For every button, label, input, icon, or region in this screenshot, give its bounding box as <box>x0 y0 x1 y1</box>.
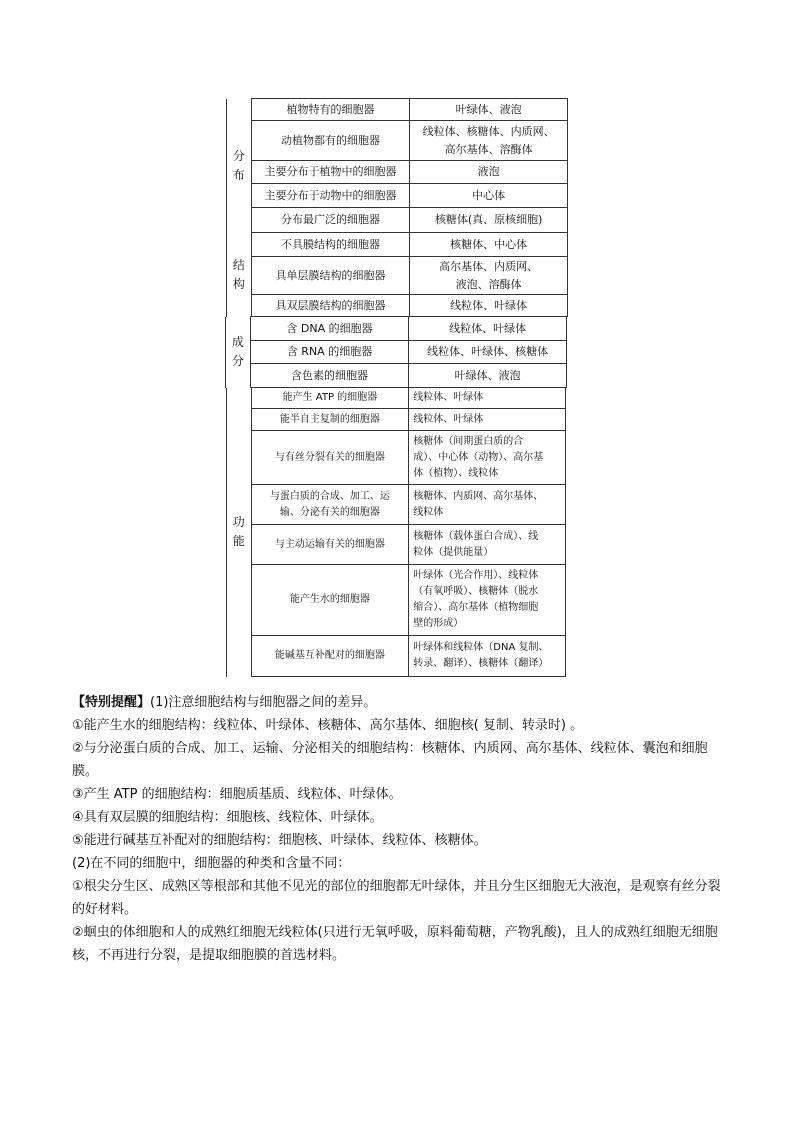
reminder-item: ②与分泌蛋白质的合成、加工、运输、分泌相关的细胞结构：核糖体、内质网、高尔基体、线粒体、囊泡和细胞膜。 <box>72 741 708 779</box>
value-cell: 线粒体、核糖体、内质网、 高尔基体、溶酶体 <box>410 121 568 161</box>
feature-cell: 与蛋白质的合成、加工、运 输、分泌有关的细胞器 <box>251 485 409 525</box>
table-row <box>226 341 567 364</box>
table-row <box>227 161 568 184</box>
table-row <box>227 99 568 121</box>
feature-cell: 主要分布于植物中的细胞器 <box>251 161 410 184</box>
special-reminder-section <box>72 691 732 967</box>
table-row <box>227 388 566 409</box>
table-row <box>226 317 567 341</box>
feature-cell: 能产生 ATP 的细胞器 <box>251 388 409 409</box>
value-cell: 核糖体（载体蛋白合成）、线 粒体（提供能量） <box>409 525 566 565</box>
composition-table <box>225 316 567 388</box>
value-cell: 液泡 <box>410 161 568 184</box>
value-cell: 高尔基体、内质网、 液泡、溶酶体 <box>410 257 568 295</box>
reminder-item: ③产生 ATP 的细胞结构：细胞质基质、线粒体、叶绿体。 <box>72 787 402 802</box>
table-row <box>227 184 568 208</box>
value-cell: 核糖体(真、原核细胞) <box>410 208 568 233</box>
category-cell: 结 构 <box>227 233 252 317</box>
value-cell: 线粒体、叶绿体、核糖体 <box>409 341 567 364</box>
value-cell: 核糖体（间期蛋白质的合 成）、中心体（动物）、高尔基 体（植物）、线粒体 <box>409 431 566 485</box>
category-cell: 成 分 <box>226 317 251 388</box>
feature-cell: 能碱基互补配对的细胞器 <box>251 636 409 677</box>
function-table <box>226 387 566 677</box>
value-cell: 中心体 <box>410 184 568 208</box>
table-row <box>227 525 566 565</box>
value-cell: 线粒体、叶绿体 <box>409 388 566 409</box>
feature-cell: 不具膜结构的细胞器 <box>251 233 410 257</box>
reminder-heading <box>72 691 732 714</box>
value-cell: 线粒体、叶绿体 <box>409 317 567 341</box>
value-cell: 叶绿体和线粒体（DNA 复制、 转录、翻译）、核糖体（翻译） <box>409 636 566 677</box>
structure-table <box>226 232 568 317</box>
distribution-table <box>226 98 568 233</box>
feature-cell: 动植物都有的细胞器 <box>251 121 410 161</box>
feature-cell: 植物特有的细胞器 <box>251 99 410 121</box>
reminder-heading-text: (1)注意细胞结构与细胞器之间的差异。 <box>150 695 377 710</box>
feature-cell: 主要分布于动物中的细胞器 <box>251 184 410 208</box>
table-row <box>226 364 567 388</box>
feature-cell: 能半自主复制的细胞器 <box>251 409 409 431</box>
feature-cell: 含 RNA 的细胞器 <box>250 341 409 364</box>
table-row <box>227 257 568 295</box>
feature-cell: 分布最广泛的细胞器 <box>251 208 410 233</box>
reminder-subheading: (2)在不同的细胞中，细胞器的种类和含量不同： <box>72 856 351 871</box>
table-row <box>227 121 568 161</box>
feature-cell: 与有丝分裂有关的细胞器 <box>251 431 409 485</box>
value-cell: 叶绿体、液泡 <box>409 364 567 388</box>
feature-cell: 具单层膜结构的细胞器 <box>251 257 410 295</box>
reminder-item: ①根尖分生区、成熟区等根部和其他不见光的部位的细胞都无叶绿体，并且分生区细胞无大液泡，是观察有丝分裂的好材料。 <box>72 879 721 917</box>
feature-cell: 具双层膜结构的细胞器 <box>251 295 410 317</box>
value-cell: 线粒体、叶绿体 <box>410 295 568 317</box>
category-cell: 分 布 <box>227 99 252 233</box>
table-row <box>227 565 566 636</box>
reminder-item: ①能产生水的细胞结构：线粒体、叶绿体、核糖体、高尔基体、细胞核( 复制、转录时) 。 <box>72 718 584 733</box>
feature-cell: 能产生水的细胞器 <box>251 565 409 636</box>
value-cell: 线粒体、叶绿体 <box>409 409 566 431</box>
table-row <box>227 295 568 317</box>
reminder-label: 【特别提醒】 <box>72 695 151 710</box>
table-row <box>227 208 568 233</box>
value-cell: 叶绿体、液泡 <box>410 99 568 121</box>
value-cell: 核糖体、中心体 <box>410 233 568 257</box>
feature-cell: 含 DNA 的细胞器 <box>250 317 409 341</box>
reminder-item: ④具有双层膜的细胞结构：细胞核、线粒体、叶绿体。 <box>72 810 383 825</box>
reminder-item: ②蛔虫的体细胞和人的成熟红细胞无线粒体(只进行无氧呼吸，原料葡萄糖，产物乳酸)，且人的成熟红细胞无细胞核，不再进行分裂，是提取细胞膜的首选材料。 <box>72 925 718 963</box>
table-row <box>227 636 566 677</box>
table-row <box>227 409 566 431</box>
category-cell: 功 能 <box>227 388 252 677</box>
table-row <box>227 485 566 525</box>
value-cell: 核糖体、内质网、高尔基体、 线粒体 <box>409 485 566 525</box>
table-row <box>227 233 568 257</box>
value-cell: 叶绿体（光合作用）、线粒体 （有氧呼吸）、核糖体（脱水 缩合）、高尔基体（植物细胞 壁的形成） <box>409 565 566 636</box>
reminder-item: ⑤能进行碱基互补配对的细胞结构：细胞核、叶绿体、线粒体、核糖体。 <box>72 833 487 848</box>
feature-cell: 与主动运输有关的细胞器 <box>251 525 409 565</box>
feature-cell: 含色素的细胞器 <box>250 364 409 388</box>
table-row <box>227 431 566 485</box>
